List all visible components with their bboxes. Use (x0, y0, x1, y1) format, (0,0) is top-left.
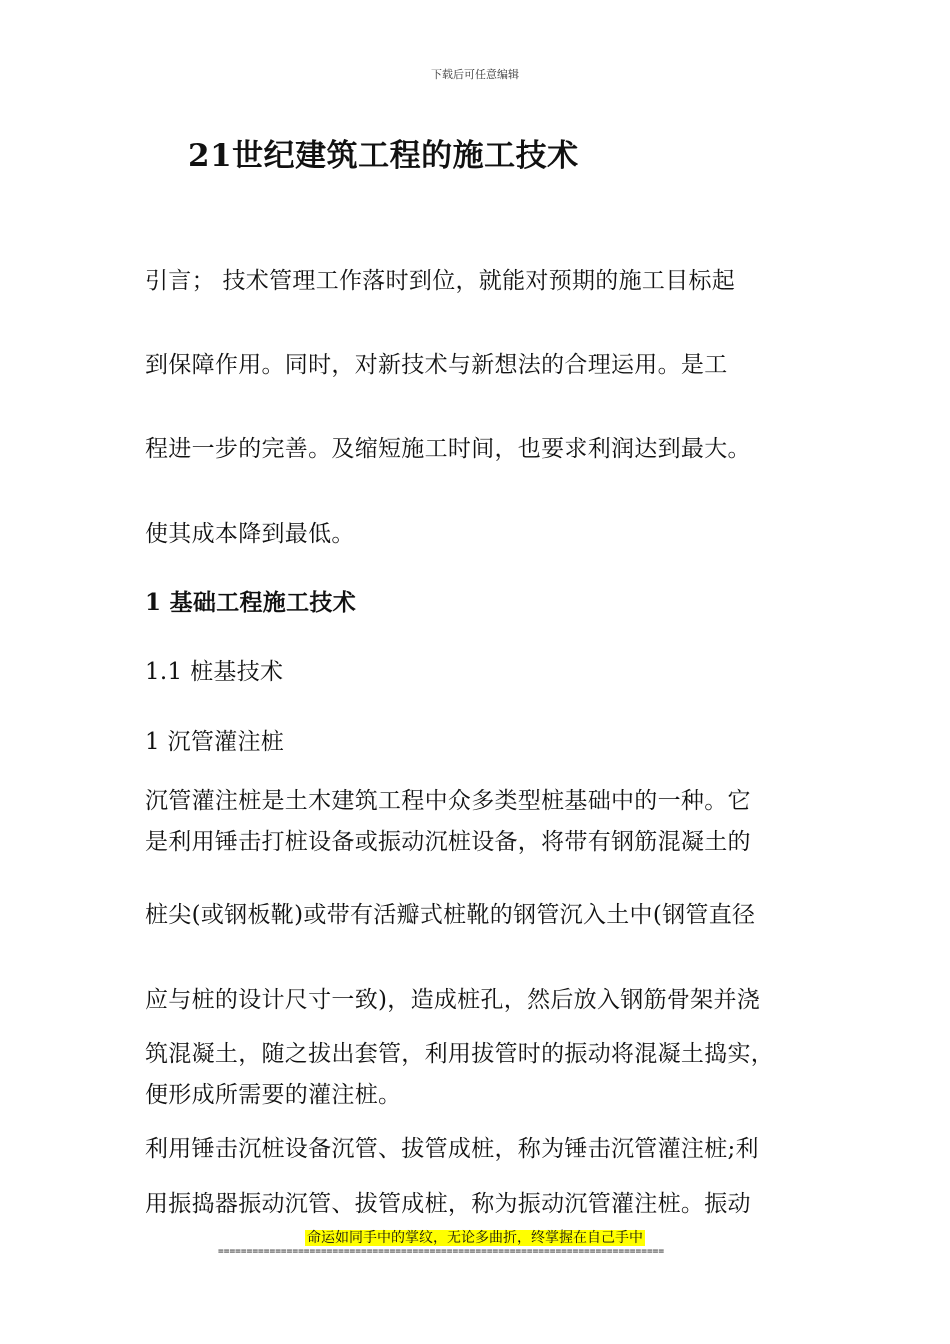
document-title: 21世纪建筑工程的施工技术 (188, 138, 579, 174)
paragraph-line: 桩尖(或钢板靴)或带有活瓣式桩靴的钢管沉入土中(钢管直径 (145, 902, 756, 928)
footer-motto-text: 命运如同手中的掌纹，无论多曲折，终掌握在自己手中 (307, 1230, 643, 1246)
subsection-heading-1-1: 1.1 桩基技术 (145, 659, 284, 685)
intro-line-2: 到保障作用。同时，对新技术与新想法的合理运用。是工 (145, 352, 728, 378)
footer-rule: ============================================================================== (218, 1246, 665, 1257)
paragraph-line: 利用锤击沉桩设备沉管、拔管成桩，称为锤击沉管灌注桩;利 (145, 1136, 759, 1162)
header-note: 下载后可任意编辑 (431, 68, 519, 81)
intro-line-3: 程进一步的完善。及缩短施工时间，也要求利润达到最大。 (145, 436, 751, 462)
paragraph-line: 筑混凝土，随之拔出套管，利用拔管时的振动将混凝土捣实， (145, 1041, 775, 1067)
section-heading-1: 1 基础工程施工技术 (145, 589, 357, 616)
footer-motto (0, 1227, 950, 1247)
paragraph-line: 是利用锤击打桩设备或振动沉桩设备，将带有钢筋混凝土的 (145, 829, 751, 855)
paragraph-line: 应与桩的设计尺寸一致)，造成桩孔，然后放入钢筋骨架并浇 (145, 987, 761, 1013)
paragraph-line: 沉管灌注桩是土木建筑工程中众多类型桩基础中的一种。它 (145, 788, 751, 814)
intro-line-4: 使其成本降到最低。 (145, 521, 355, 547)
paragraph-line: 便形成所需要的灌注桩。 (145, 1082, 402, 1108)
paragraph-line: 用振捣器振动沉管、拔管成桩，称为振动沉管灌注桩。振动 (145, 1191, 751, 1217)
intro-line-1: 引言； 技术管理工作落时到位，就能对预期的施工目标起 (145, 268, 736, 294)
item-heading-1: 1 沉管灌注桩 (145, 729, 285, 755)
